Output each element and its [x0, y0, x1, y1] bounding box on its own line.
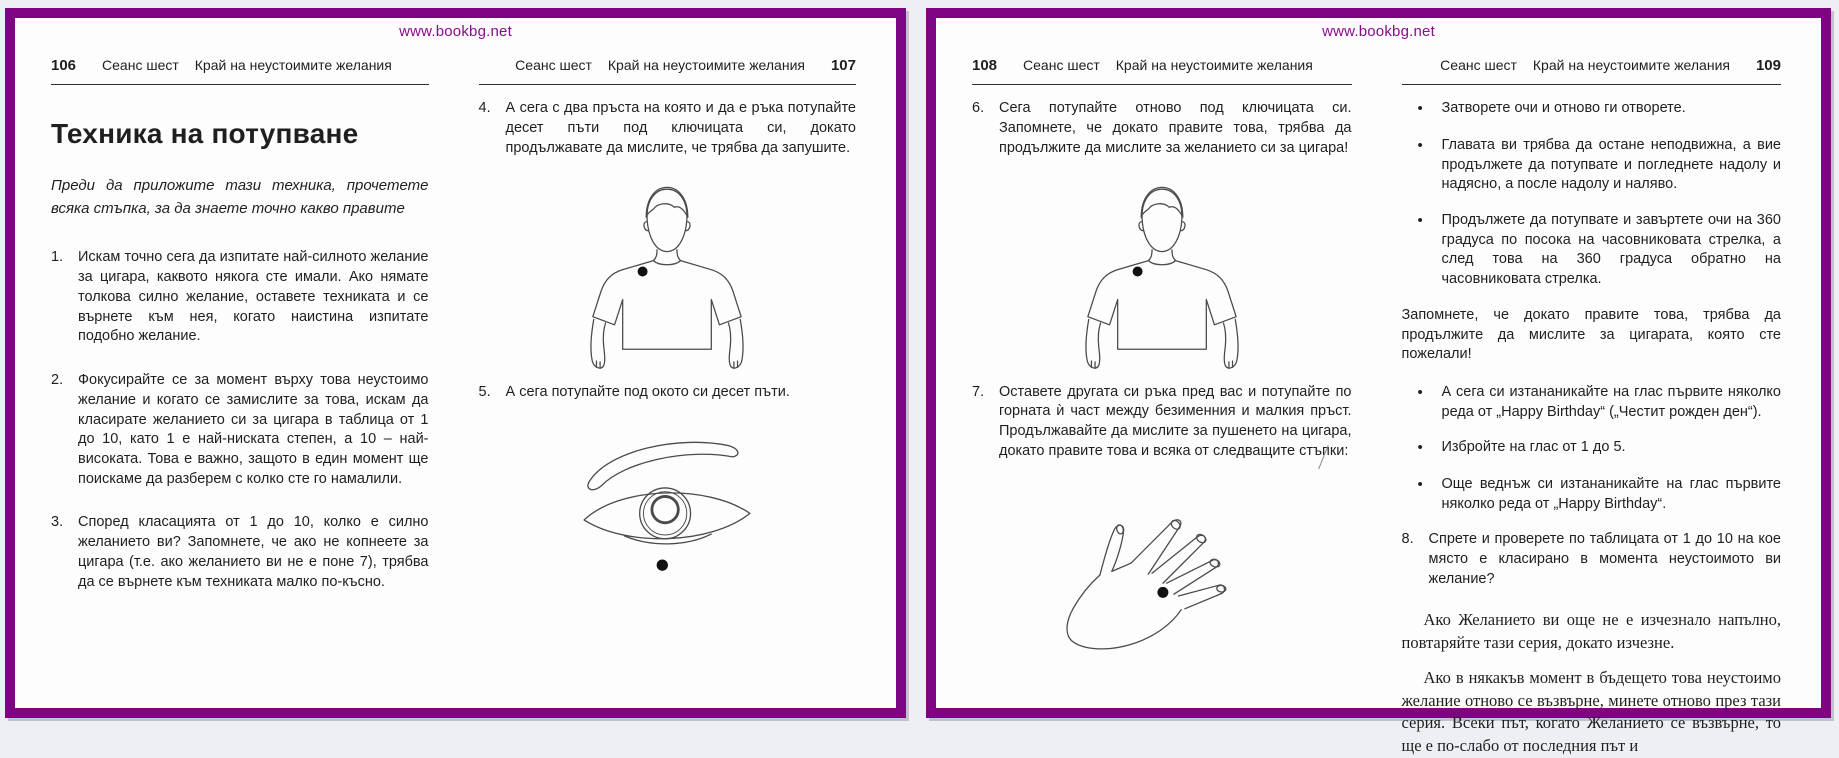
- intro-note: Преди да приложите тази техника, прочетете всяка стъпка, за да знаете точно какво правите: [51, 177, 429, 217]
- bullet-text: Продължете да потупвате и завъртете очи на 360 градуса по посока на часовниковата стрелка, а след това на 360 градуса обратно на часовниковата стрелка.: [1441, 211, 1781, 288]
- tapping-point-dot: [657, 560, 668, 571]
- page-106: [15, 48, 453, 708]
- page-number: 106: [51, 57, 77, 74]
- step-3: [51, 513, 429, 592]
- page-number: 109: [1755, 57, 1781, 74]
- eye-figure-drawing: [568, 422, 766, 584]
- step-number: 8.: [1401, 531, 1414, 548]
- step-number: 6.: [972, 100, 985, 117]
- bullet-item: [1402, 475, 1782, 514]
- bullet-text: Главата ви трябва да остане неподвижна, а вие продължете да потупвате и погледнете надолу и надясно, а после надолу и наляво.: [1441, 136, 1781, 193]
- chapter-title: Техника на потупване: [51, 118, 359, 150]
- watermark-url: www.bookbg.net: [399, 23, 512, 40]
- step-text: Сега потупайте отново под ключицата си. Запомнете, че докато правите това, трябва да продължите да мислите за желанието си за цигара!: [999, 100, 1352, 156]
- running-header-chapter: Край на неустоимите желания: [194, 57, 392, 73]
- book-spread-left: [5, 8, 906, 718]
- bullet-icon: •: [1417, 383, 1423, 401]
- page-108: [936, 48, 1376, 708]
- running-header-106: [51, 56, 429, 85]
- step-4: [479, 99, 857, 158]
- bullet-text: Избройте на глас от 1 до 5.: [1441, 439, 1626, 456]
- bullet-icon: •: [1417, 475, 1423, 493]
- step-7: [972, 383, 1352, 462]
- bullet-item: [1402, 136, 1782, 195]
- torso-figure-drawing: [563, 179, 771, 373]
- step-number: 4.: [478, 100, 491, 117]
- step-text: А сега потупайте под окото си десет пъти.: [505, 383, 790, 400]
- running-header-108: [972, 56, 1352, 85]
- page-number: 107: [830, 57, 856, 74]
- step-8: [1402, 530, 1782, 589]
- running-header-section: Сеанс шест: [102, 57, 179, 73]
- bullet-item: [1402, 211, 1782, 290]
- hand-figure-drawing: [1043, 481, 1281, 659]
- page-107: [453, 48, 897, 708]
- running-header-107: [479, 56, 857, 85]
- running-header-chapter: Край на неустоимите желания: [1115, 57, 1313, 73]
- step-text: Спрете и проверете по таблицата от 1 до 10 на кое място е класирано в момента неустоимото ви желание?: [1428, 531, 1781, 587]
- running-header-109: [1402, 56, 1782, 85]
- step-number: 7.: [972, 383, 985, 400]
- step-text: Според класацията от 1 до 10, колко е силно желанието ви? Запомнете, че ако не копнеете за цигара (т.е. ако желанието ви не е поне 7), трябва да се върнете към техниката малко по-късно.: [78, 514, 429, 590]
- eye-illustration: [479, 422, 857, 584]
- bullet-item: [1402, 99, 1782, 119]
- running-header-chapter: Край на неустоимите желания: [1532, 57, 1730, 73]
- step-6: [972, 99, 1352, 158]
- book-spread-right: [926, 8, 1831, 756]
- bullet-icon: •: [1417, 211, 1423, 229]
- step-1: [51, 248, 429, 347]
- closing-paragraph: Ако Желанието ви още не е изчезнало напълно, повтаряйте тази серия, докато изчезне.: [1401, 610, 1781, 653]
- scanned-sheet: [15, 18, 896, 708]
- bullet-icon: •: [1417, 439, 1423, 457]
- bullet-text: Още веднъж си изтананикайте на глас първите няколко реда от „Happy Birthday“.: [1441, 475, 1781, 512]
- page-109: [1376, 48, 1822, 756]
- hand-illustration: [972, 481, 1352, 659]
- torso-illustration: [479, 179, 857, 373]
- scanned-sheet: [936, 18, 1821, 756]
- bullet-icon: •: [1417, 100, 1423, 118]
- step-text: Искам точно сега да изпитате най-силното желание за цигара, каквото някога сте имали. Ако нямате толкова силно желание, оставете техниката и се върнете към нея, когато наистина изпитате подобно желание.: [78, 249, 429, 345]
- bullet-item: [1402, 383, 1782, 422]
- step-text: Фокусирайте се за момент върху това неустоимо желание и когато се замислите за това, искам да класирате желанието си за цигара в таблица от 1 до 10, като 1 е най-ниската степен, а 10 – най-високата. Това е важно, защото в един момент ще поискаме да разберем с колко сте го намалили.: [78, 372, 429, 487]
- page-number: 108: [972, 57, 998, 74]
- closing-paragraph: Ако в някакъв момент в бъдещето това неустоимо желание отново се възвърне, минете отново през тази серия. Всеки път, когато Желанието се възвърне, то ще е по-слабо от последния път и: [1401, 667, 1781, 756]
- bullet-item: [1402, 438, 1782, 458]
- step-text: А сега с два пръста на която и да е ръка потупайте десет пъти под ключицата си, докато продължавате да мислите, че трябва да запушите.: [505, 100, 856, 156]
- step-number: 3.: [51, 514, 64, 531]
- torso-illustration: [972, 179, 1352, 373]
- watermark-url: www.bookbg.net: [1322, 23, 1435, 40]
- running-header-section: Сеанс шест: [515, 57, 592, 73]
- step-number: 5.: [478, 383, 491, 400]
- running-header-chapter: Край на неустоимите желания: [607, 57, 805, 73]
- bullet-icon: •: [1417, 136, 1423, 154]
- reminder-note: Запомнете, че докато правите това, трябва да продължите да мислите за цигарата, която сте пожелали!: [1401, 306, 1781, 363]
- step-5: [479, 383, 857, 403]
- tapping-point-dot: [1157, 587, 1168, 598]
- running-header-section: Сеанс шест: [1440, 57, 1517, 73]
- bullet-text: А сега си изтананикайте на глас първите няколко реда от „Happy Birthday“ („Честит рожден ден“).: [1441, 383, 1781, 420]
- step-2: [51, 371, 429, 489]
- step-text: Оставете другата си ръка пред вас и потупайте по горната ѝ част между безименния и малкия пръст. Продължавайте да мислите за пушенето на цигара, докато правите това и всяка от следващите стъпки:: [999, 383, 1352, 459]
- step-number: 2.: [51, 372, 64, 389]
- tapping-point-dot: [1132, 266, 1142, 276]
- tapping-point-dot: [638, 266, 648, 276]
- step-number: 1.: [51, 249, 64, 266]
- torso-figure-drawing: [1058, 179, 1266, 373]
- bullet-text: Затворете очи и отново ги отворете.: [1441, 100, 1686, 117]
- running-header-section: Сеанс шест: [1023, 57, 1100, 73]
